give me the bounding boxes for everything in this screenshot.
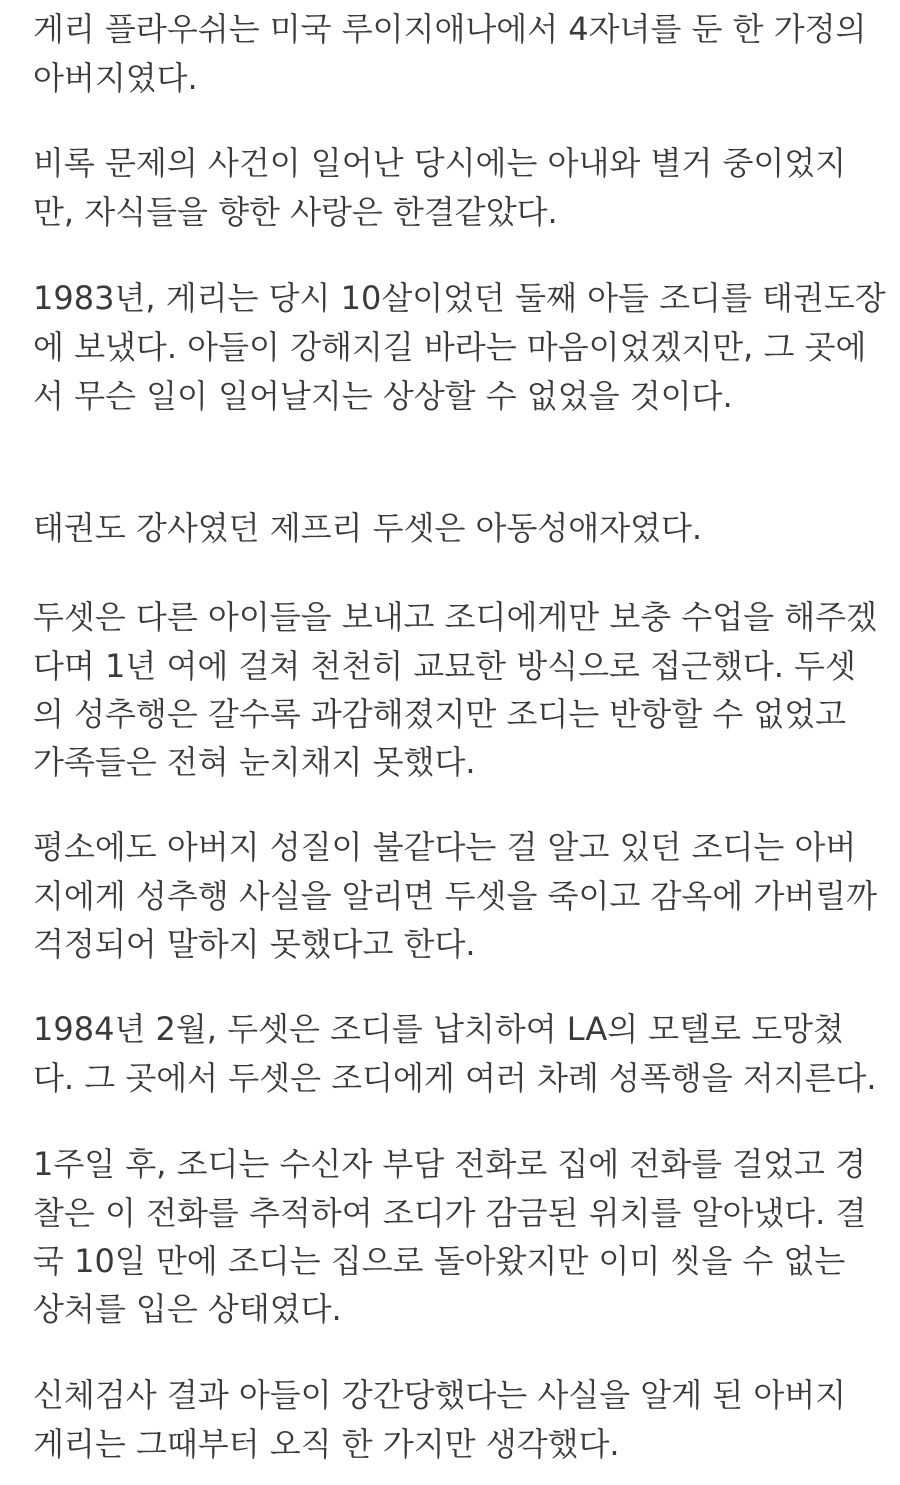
text-line: 1983년, 게리는 당시 10살이었던 둘째 아들 조디를 태권도장 bbox=[33, 279, 886, 317]
text-line: 가족들은 전혀 눈치채지 못했다. bbox=[33, 743, 476, 781]
text-line: 두셋은 다른 아이들을 보내고 조디에게만 보충 수업을 해주겠 bbox=[33, 598, 878, 636]
text-line: 1주일 후, 조디는 수신자 부담 전화로 집에 전화를 걸었고 경 bbox=[33, 1145, 867, 1183]
text-line: 신체검사 결과 아들이 강간당했다는 사실을 알게 된 아버지 bbox=[33, 1376, 847, 1414]
text-line: 다며 1년 여에 걸쳐 천천히 교묘한 방식으로 접근했다. 두셋 bbox=[33, 647, 856, 685]
text-line: 의 성추행은 갈수록 과감해졌지만 조디는 반항할 수 없었고 bbox=[33, 695, 847, 733]
text-line: 국 10일 만에 조디는 집으로 돌아왔지만 이미 씻을 수 없는 bbox=[33, 1242, 846, 1280]
text-line: 1984년 2월, 두셋은 조디를 납치하여 LA의 모텔로 도망쳤 bbox=[33, 1010, 844, 1048]
text-line: 걱정되어 말하지 못했다고 한다. bbox=[33, 925, 476, 963]
text-line: 비록 문제의 사건이 일어난 당시에는 아내와 별거 중이었지 bbox=[33, 144, 847, 182]
text-line: 에 보냈다. 아들이 강해지길 바라는 마음이었겠지만, 그 곳에 bbox=[33, 328, 867, 366]
text-line: 상처를 입은 상태였다. bbox=[33, 1290, 342, 1328]
text-line: 찰은 이 전화를 추적하여 조디가 감금된 위치를 알아냈다. 결 bbox=[33, 1194, 867, 1232]
text-line: 아버지였다. bbox=[33, 59, 198, 97]
text-line: 평소에도 아버지 성질이 불같다는 걸 알고 있던 조디는 아버 bbox=[33, 828, 857, 866]
text-line: 서 무슨 일이 일어날지는 상상할 수 없었을 것이다. bbox=[33, 377, 733, 415]
text-line: 게리 플라우쉬는 미국 루이지애나에서 4자녀를 둔 한 가정의 bbox=[33, 10, 867, 48]
text-line: 게리는 그때부터 오직 한 가지만 생각했다. bbox=[33, 1425, 620, 1463]
text-line: 다. 그 곳에서 두셋은 조디에게 여러 차례 성폭행을 저지른다. bbox=[33, 1059, 877, 1097]
text-line: 지에게 성추행 사실을 알리면 두셋을 죽이고 감옥에 가버릴까 bbox=[33, 877, 878, 915]
text-line: 만, 자식들을 향한 사랑은 한결같았다. bbox=[33, 193, 558, 231]
text-line: 태권도 강사였던 제프리 두셋은 아동성애자였다. bbox=[33, 509, 703, 547]
